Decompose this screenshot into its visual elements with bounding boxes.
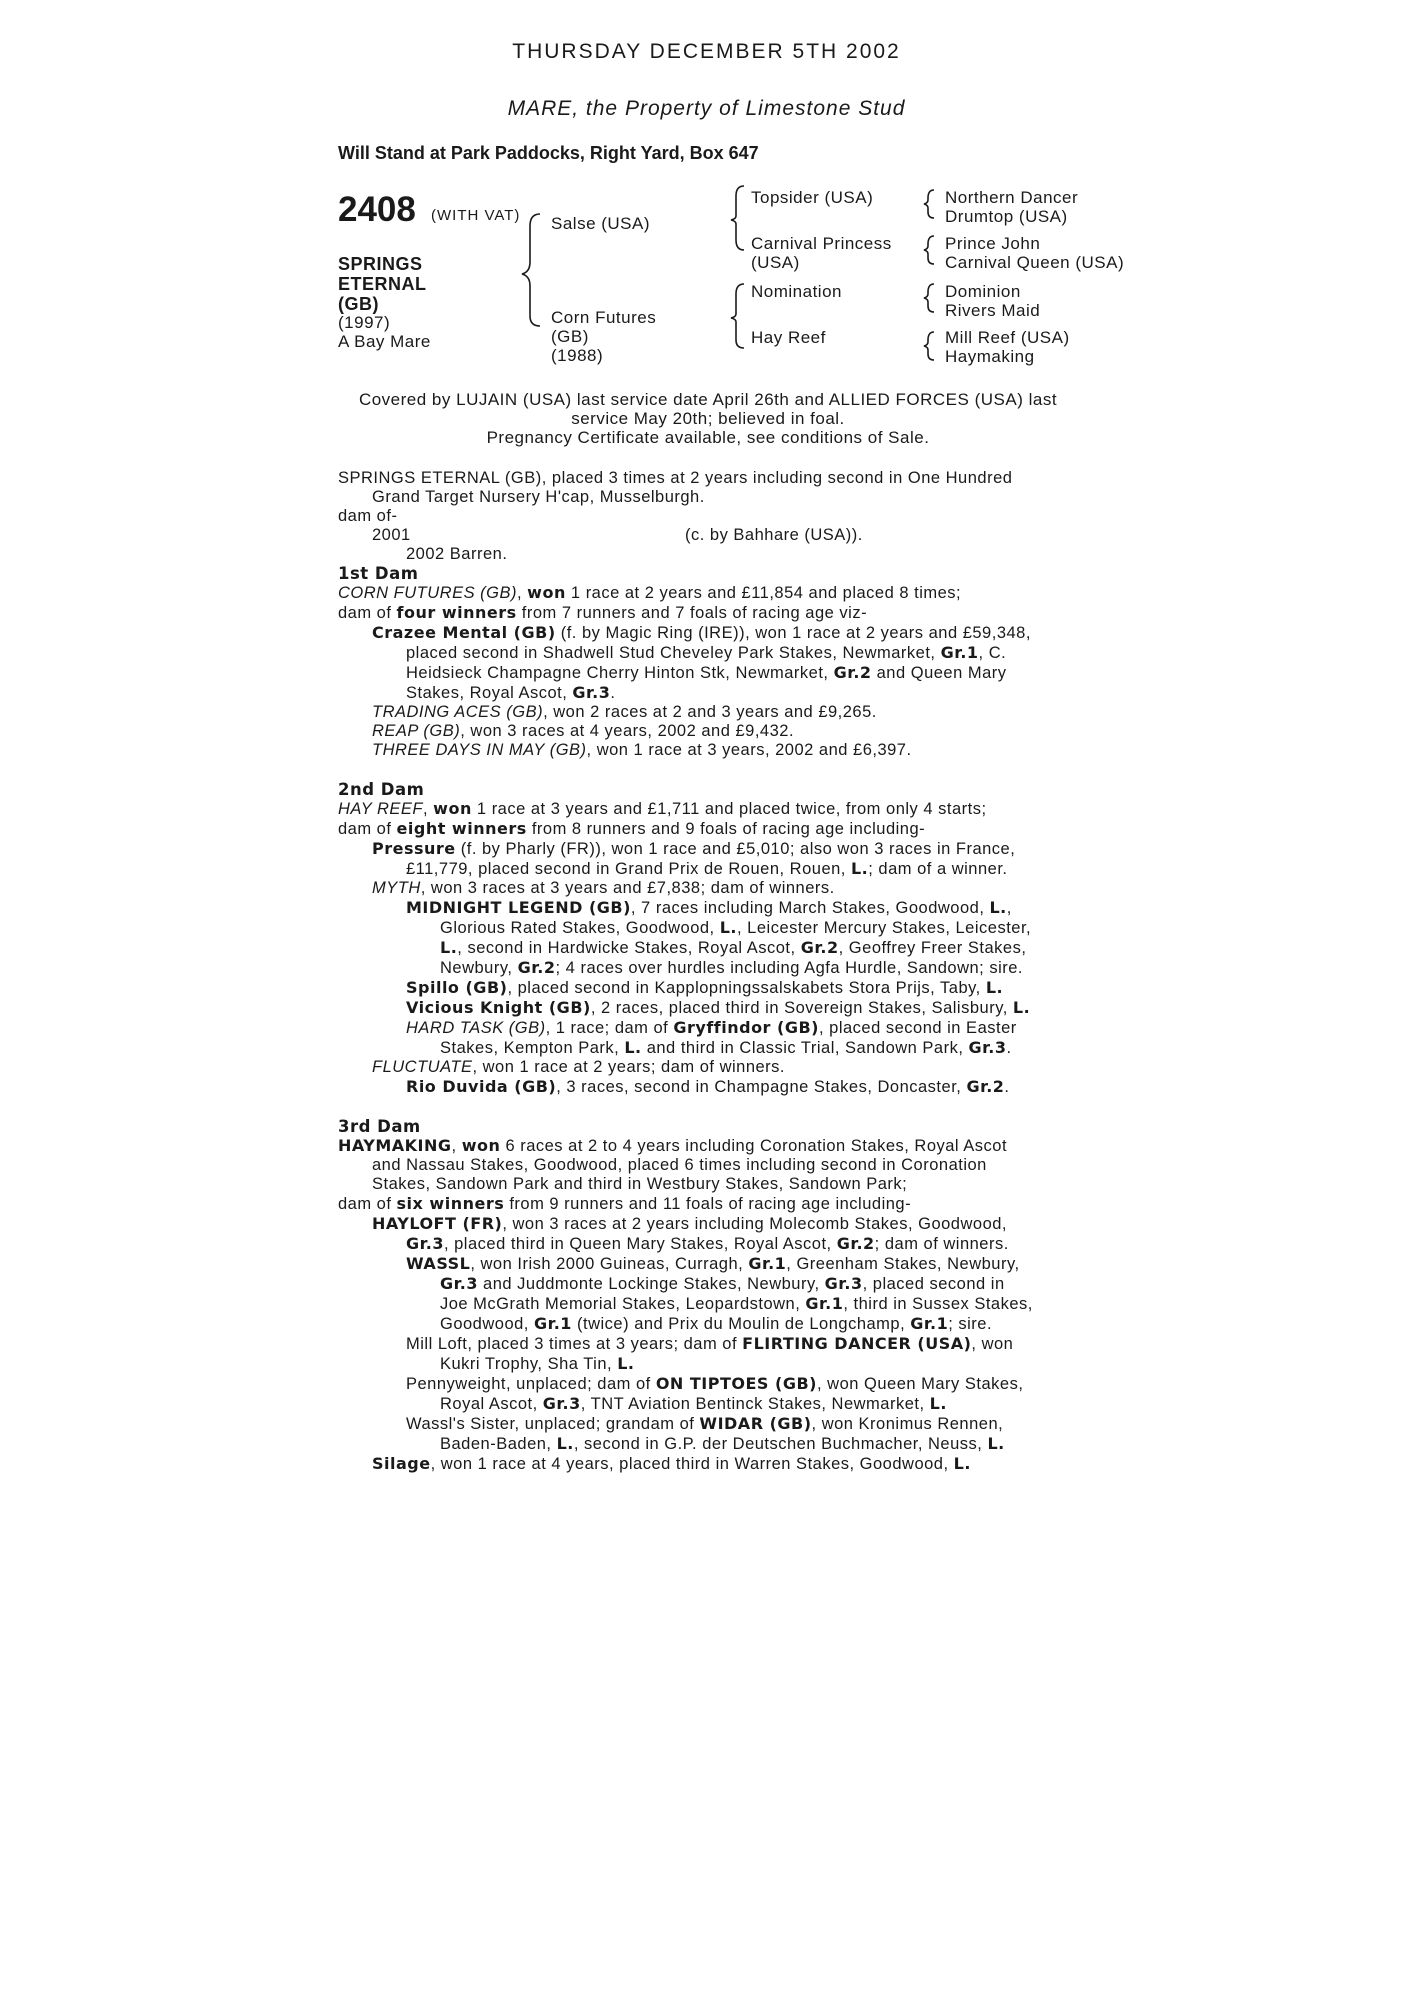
third-dam-line1-rest: 6 races at 2 to 4 years including Coronation Stakes, Royal Ascot	[500, 1137, 1008, 1155]
third-dam-line1	[338, 1136, 1076, 1156]
wassl-line4	[406, 1314, 1076, 1334]
mill-loft-line1-end: , won	[971, 1335, 1014, 1353]
wassl-gr3-a: Gr.3	[440, 1274, 478, 1293]
spillo-text: , placed second in Kapplopningssalskabets Stora Prijs, Taby,	[507, 979, 986, 997]
horse-name-line2: ETERNAL	[338, 274, 427, 294]
wassls-sister-line1	[406, 1414, 1076, 1434]
second-dam-won: won	[433, 799, 472, 818]
pennyweight-line2-mid: , TNT Aviation Bentinck Stakes, Newmarket,	[580, 1395, 930, 1413]
foaling-year: (1997)	[338, 313, 391, 332]
hard-task-name: HARD TASK (GB)	[406, 1019, 546, 1037]
pressure-line1	[372, 839, 1076, 859]
pressure-line2	[372, 859, 1076, 879]
pedigree-g5: Dominion	[945, 282, 1021, 301]
property-line: MARE, the Property of Limestone Stud	[507, 97, 906, 120]
hayloft-line2-text: , placed third in Queen Mary Stakes, Royal Ascot,	[443, 1235, 837, 1253]
three-days-entry	[372, 741, 1076, 760]
reap-name: REAP (GB)	[372, 722, 461, 740]
pennyweight-text: Pennyweight, unplaced; dam of	[406, 1375, 656, 1393]
rio-duvida-text: , 3 races, second in Champagne Stakes, Doncaster,	[556, 1078, 967, 1096]
wassls-sister-listed-1: L.	[556, 1434, 574, 1453]
silage-text: , won 1 race at 4 years, placed third in Warren Stakes, Goodwood,	[430, 1455, 954, 1473]
three-days-name: THREE DAYS IN MAY (GB)	[372, 741, 587, 759]
three-days-text: , won 1 race at 3 years, 2002 and £6,397.	[586, 741, 912, 759]
silage-entry	[372, 1454, 1076, 1474]
hard-task-gr3: Gr.3	[968, 1038, 1007, 1057]
second-dam-heading: 2nd Dam	[338, 780, 425, 799]
spillo-entry	[406, 978, 1076, 998]
ml-listed-2: L.	[719, 918, 738, 937]
brace-g2	[924, 236, 934, 264]
pedigree-sire-dam: Carnival Princess	[751, 234, 892, 253]
third-dam-line3: Stakes, Sandown Park and third in Westbury Stakes, Sandown Park;	[372, 1175, 908, 1193]
second-dam-line2-rest: from 8 runners and 9 foals of racing age including-	[526, 820, 926, 838]
flirting-dancer-name: FLIRTING DANCER (USA)	[742, 1334, 972, 1353]
pennyweight-gr3: Gr.3	[542, 1394, 581, 1413]
produce-2001	[338, 526, 1076, 545]
myth-text: , won 3 races at 3 years and £7,838; dam of winners.	[420, 879, 835, 897]
brace-sire-dam	[522, 214, 540, 326]
midnight-legend-name: MIDNIGHT LEGEND (GB)	[406, 898, 631, 917]
hard-task-line1	[406, 1018, 1076, 1038]
pennyweight-line1-end: , won Queen Mary Stakes,	[816, 1375, 1024, 1393]
hayloft-line2	[372, 1234, 1076, 1254]
ml-gr2-b: Gr.2	[517, 958, 556, 977]
crazee-line3-end: and Queen Mary	[871, 664, 1007, 682]
ml-line2-text: Glorious Rated Stakes, Goodwood,	[440, 919, 720, 937]
wassl-line4-end: ; sire.	[948, 1315, 993, 1333]
midnight-legend-line4	[406, 958, 1076, 978]
hard-task-line2-end: .	[1006, 1039, 1012, 1057]
crazee-line2-end: , C.	[978, 644, 1007, 662]
pennyweight-listed: L.	[929, 1394, 947, 1413]
reap-text: , won 3 races at 4 years, 2002 and £9,432.	[460, 722, 795, 740]
third-dam-line4	[338, 1194, 1076, 1214]
crazee-gr1: Gr.1	[940, 643, 979, 662]
lot-number: 2408	[338, 190, 416, 229]
silage-listed: L.	[953, 1454, 971, 1473]
pedigree-dam-dam: Hay Reef	[751, 328, 826, 347]
wassl-name: WASSL	[406, 1254, 471, 1273]
crazee-line4-text: Stakes, Royal Ascot,	[406, 684, 573, 702]
myth-produce	[372, 898, 1076, 1058]
wassl-gr1-b: Gr.1	[805, 1294, 844, 1313]
pedigree-g6: Rivers Maid	[945, 301, 1041, 320]
pressure-line2-end: ; dam of a winner.	[868, 860, 1008, 878]
first-dam-line1: CORN FUTURES (GB), won 1 race at 2 years and £11,854 and placed 8 times;	[338, 583, 962, 602]
midnight-legend-line1	[406, 898, 1076, 918]
second-dam-name: HAY REEF	[338, 800, 423, 818]
pedigree-g1: Northern Dancer	[945, 188, 1079, 207]
mill-loft-line1	[406, 1334, 1076, 1354]
stand-location: Will Stand at Park Paddocks, Right Yard, Box 647	[338, 143, 759, 163]
pressure-line1-text: (f. by Pharly (FR)), won 1 race and £5,010; also won 3 races in France,	[455, 840, 1016, 858]
pedigree-dam: Corn Futures	[551, 308, 657, 327]
wassl-line3-end: , third in Sussex Stakes,	[843, 1295, 1033, 1313]
mill-loft-text: Mill Loft, placed 3 times at 3 years; dam of	[406, 1335, 743, 1353]
wassls-sister-line1-end: , won Kronimus Rennen,	[811, 1415, 1004, 1433]
vicious-knight-entry	[406, 998, 1076, 1018]
myth-name: MYTH	[372, 879, 421, 897]
vicious-knight-name: Vicious Knight (GB)	[406, 998, 591, 1017]
first-dam-line2-rest: from 7 runners and 7 foals of racing age viz-	[516, 604, 868, 622]
ml-line4-text: Newbury,	[440, 959, 518, 977]
produce-2001-desc: (c. by Bahhare (USA)).	[685, 526, 863, 544]
crazee-line2-text: placed second in Shadwell Stud Cheveley Park Stakes, Newmarket,	[406, 644, 941, 662]
covering-line3: Pregnancy Certificate available, see conditions of Sale.	[486, 428, 930, 447]
second-dam-line1	[338, 799, 1076, 819]
catalogue-body	[338, 469, 1076, 1474]
wassls-sister-line2-text: Baden-Baden,	[440, 1435, 557, 1453]
wassl-line1-end: , Greenham Stakes, Newbury,	[786, 1255, 1020, 1273]
crazee-line1-text: (f. by Magic Ring (IRE)), won 1 race at 2 years and £59,348,	[555, 624, 1031, 642]
fluctuate-name: FLUCTUATE	[372, 1058, 473, 1076]
brace-sire-parents	[731, 186, 744, 250]
wassl-line1-text: , won Irish 2000 Guineas, Curragh,	[470, 1255, 749, 1273]
wassls-sister-line2	[406, 1434, 1076, 1454]
crazee-line3-text: Heidsieck Champagne Cherry Hinton Stk, Newmarket,	[406, 664, 834, 682]
hayloft-line2-end: ; dam of winners.	[874, 1235, 1009, 1253]
crazee-line4	[372, 683, 1076, 703]
pedigree-sire-sire: Topsider (USA)	[751, 188, 874, 207]
trading-aces-entry	[372, 703, 1076, 722]
third-dam-line2: and Nassau Stakes, Goodwood, placed 6 times including second in Coronation	[372, 1156, 987, 1174]
pennyweight-line2	[406, 1394, 1076, 1414]
pedigree-dam-country: (GB)	[551, 327, 589, 346]
third-dam-line4-pre: dam of	[338, 1195, 397, 1213]
pedigree-dam-sire: Nomination	[751, 282, 842, 301]
horse-name-line1: SPRINGS	[338, 254, 423, 274]
midnight-legend-line3	[406, 938, 1076, 958]
dam-of-label: dam of-	[338, 507, 398, 525]
hard-task-line1-end: , placed second in Easter	[818, 1019, 1017, 1037]
covering-line2: service May 20th; believed in foal.	[571, 409, 845, 428]
ml-line1-end: ,	[1006, 899, 1012, 917]
widar-name: WIDAR (GB)	[699, 1414, 812, 1433]
third-dam-heading: 3rd Dam	[338, 1117, 421, 1136]
brace-dam-parents	[731, 284, 744, 348]
third-dam-produce	[338, 1214, 1076, 1474]
wassl-gr1-d: Gr.1	[910, 1314, 949, 1333]
ml-line1-text: , 7 races including March Stakes, Goodwood,	[630, 899, 990, 917]
silage-name: Silage	[372, 1454, 431, 1473]
crazee-line1	[372, 623, 1076, 643]
vicious-knight-text: , 2 races, placed third in Sovereign Stakes, Salisbury,	[590, 999, 1013, 1017]
hayloft-gr3: Gr.3	[406, 1234, 444, 1253]
intro-line1: SPRINGS ETERNAL (GB), placed 3 times at 2 years including second in One Hundred	[338, 469, 1013, 487]
ml-gr2-a: Gr.2	[800, 938, 839, 957]
hayloft-line1	[372, 1214, 1076, 1234]
rio-duvida-name: Rio Duvida (GB)	[406, 1077, 557, 1096]
wassls-sister-line2-mid: , second in G.P. der Deutschen Buchmacher, Neuss,	[573, 1435, 988, 1453]
mill-loft-line2	[406, 1354, 1076, 1374]
pedigree-g4: Carnival Queen (USA)	[945, 253, 1125, 272]
fluctuate-entry	[372, 1058, 1076, 1077]
pedigree-sire: Salse (USA)	[551, 214, 651, 233]
horse-description: A Bay Mare	[338, 332, 431, 351]
first-dam-name: CORN FUTURES (GB)	[338, 584, 517, 602]
second-dam-produce	[338, 839, 1076, 1097]
pressure-name: Pressure	[372, 839, 456, 858]
covering-line1: Covered by LUJAIN (USA) last service date April 26th and ALLIED FORCES (USA) last	[358, 390, 1058, 409]
wassl-gr1-a: Gr.1	[748, 1254, 787, 1273]
crazee-line3	[372, 663, 1076, 683]
hard-task-line2-text: Stakes, Kempton Park,	[440, 1039, 625, 1057]
produce-2001-year: 2001	[372, 526, 411, 544]
second-dam-line1-rest: 1 race at 3 years and £1,711 and placed twice, from only 4 starts;	[471, 800, 987, 818]
crazee-gr2: Gr.2	[833, 663, 872, 682]
third-dam-name: HAYMAKING	[338, 1136, 452, 1155]
pedigree-g8: Haymaking	[945, 347, 1035, 366]
brace-g4	[924, 332, 934, 360]
ml-line3-text: , second in Hardwicke Stakes, Royal Ascot,	[457, 939, 801, 957]
third-dam-won: won	[461, 1136, 501, 1155]
crazee-mental-name: Crazee Mental (GB)	[372, 623, 556, 642]
sale-date: THURSDAY DECEMBER 5TH 2002	[512, 40, 901, 63]
hayloft-produce	[372, 1254, 1076, 1454]
wassl-gr1-c: Gr.1	[533, 1314, 572, 1333]
spillo-listed: L.	[985, 978, 1004, 997]
pedigree-g2: Drumtop (USA)	[945, 207, 1068, 226]
wassl-gr3-b: Gr.3	[824, 1274, 863, 1293]
pedigree-dam-year: (1988)	[551, 346, 604, 365]
wassl-line4-mid: (twice) and Prix du Moulin de Longchamp,	[571, 1315, 911, 1333]
pedigree-g7: Mill Reef (USA)	[945, 328, 1070, 347]
crazee-line4-end: .	[610, 684, 616, 702]
wassl-line1	[406, 1254, 1076, 1274]
crazee-mental-entry	[338, 623, 1076, 760]
wassl-line3	[406, 1294, 1076, 1314]
produce-2002: 2002 Barren.	[406, 545, 508, 563]
ml-line3-end: , Geoffrey Freer Stakes,	[838, 939, 1027, 957]
pedigree-sire-dam-country: (USA)	[751, 253, 800, 272]
brace-g3	[924, 284, 934, 312]
mill-loft-listed: L.	[617, 1354, 635, 1373]
vat-note: (WITH VAT)	[431, 207, 521, 224]
hard-task-line1-text: , 1 race; dam of	[545, 1019, 674, 1037]
hayloft-name: HAYLOFT (FR)	[372, 1214, 503, 1233]
first-dam-line2	[338, 603, 1076, 623]
spillo-name: Spillo (GB)	[406, 978, 508, 997]
myth-entry	[372, 879, 1076, 898]
hayloft-gr2: Gr.2	[836, 1234, 875, 1253]
first-dam-heading: 1st Dam	[338, 564, 419, 583]
second-dam-line2-pre: dam of	[338, 820, 397, 838]
wassl-line3-text: Joe McGrath Memorial Stakes, Leopardstown,	[440, 1295, 806, 1313]
wassl-line4-text: Goodwood,	[440, 1315, 534, 1333]
mill-loft-line2-text: Kukri Trophy, Sha Tin,	[440, 1355, 618, 1373]
pressure-listed: L.	[850, 859, 869, 878]
ml-line2-end: , Leicester Mercury Stakes, Leicester,	[737, 919, 1032, 937]
first-dam-winners: four winners	[396, 603, 517, 622]
covering-note	[338, 390, 1078, 447]
ml-listed-1: L.	[989, 898, 1007, 917]
pennyweight-line1	[406, 1374, 1076, 1394]
wassls-sister-text: Wassl's Sister, unplaced; grandam of	[406, 1415, 700, 1433]
crazee-line2	[372, 643, 1076, 663]
first-dam-line1-rest: 1 race at 2 years and £11,854 and placed 8 times;	[565, 584, 962, 602]
wassl-line2-text: and Juddmonte Lockinge Stakes, Newbury,	[477, 1275, 825, 1293]
hard-task-line2	[406, 1038, 1076, 1058]
intro-line2: Grand Target Nursery H'cap, Musselburgh.	[372, 488, 705, 506]
vicious-knight-listed: L.	[1012, 998, 1031, 1017]
section-gap-2	[338, 1097, 1076, 1117]
rio-duvida-gr2: Gr.2	[966, 1077, 1005, 1096]
on-tiptoes-name: ON TIPTOES (GB)	[655, 1374, 817, 1393]
trading-aces-text: , won 2 races at 2 and 3 years and £9,265.	[543, 703, 877, 721]
pedigree-braces	[0, 0, 1413, 380]
trading-aces-name: TRADING ACES (GB)	[372, 703, 544, 721]
first-dam-line2-pre: dam of	[338, 604, 397, 622]
hard-task-listed: L.	[624, 1038, 642, 1057]
second-dam-line2	[338, 819, 1076, 839]
midnight-legend-line2	[406, 918, 1076, 938]
section-gap	[338, 760, 1076, 780]
wassls-sister-listed-2: L.	[987, 1434, 1005, 1453]
wassl-line2	[406, 1274, 1076, 1294]
third-dam-winners: six winners	[396, 1194, 505, 1213]
rio-duvida-entry	[372, 1077, 1076, 1097]
hard-task-line2-mid: and third in Classic Trial, Sandown Park,	[641, 1039, 969, 1057]
brace-g1	[924, 190, 934, 218]
reap-entry	[372, 722, 1076, 741]
pressure-line2-text: £11,779, placed second in Grand Prix de Rouen, Rouen,	[406, 860, 851, 878]
wassl-line2-end: , placed second in	[862, 1275, 1005, 1293]
first-dam-won: won	[527, 583, 566, 602]
rio-duvida-end: .	[1004, 1078, 1010, 1096]
third-dam-sep: ,	[451, 1137, 462, 1155]
ml-listed-3: L.	[440, 938, 458, 957]
crazee-gr3: Gr.3	[572, 683, 611, 702]
second-dam-winners: eight winners	[396, 819, 527, 838]
second-dam-sep: ,	[423, 800, 434, 818]
horse-name-line3: (GB)	[338, 294, 379, 314]
gryffindor-name: Gryffindor (GB)	[673, 1018, 819, 1037]
pedigree-g3: Prince John	[945, 234, 1041, 253]
ml-line4-end: ; 4 races over hurdles including Agfa Hurdle, Sandown; sire.	[555, 959, 1024, 977]
hayloft-line1-text: , won 3 races at 2 years including Molecomb Stakes, Goodwood,	[502, 1215, 1008, 1233]
fluctuate-text: , won 1 race at 2 years; dam of winners.	[472, 1058, 786, 1076]
third-dam-line4-rest: from 9 runners and 11 foals of racing age including-	[504, 1195, 912, 1213]
pennyweight-line2-text: Royal Ascot,	[440, 1395, 543, 1413]
